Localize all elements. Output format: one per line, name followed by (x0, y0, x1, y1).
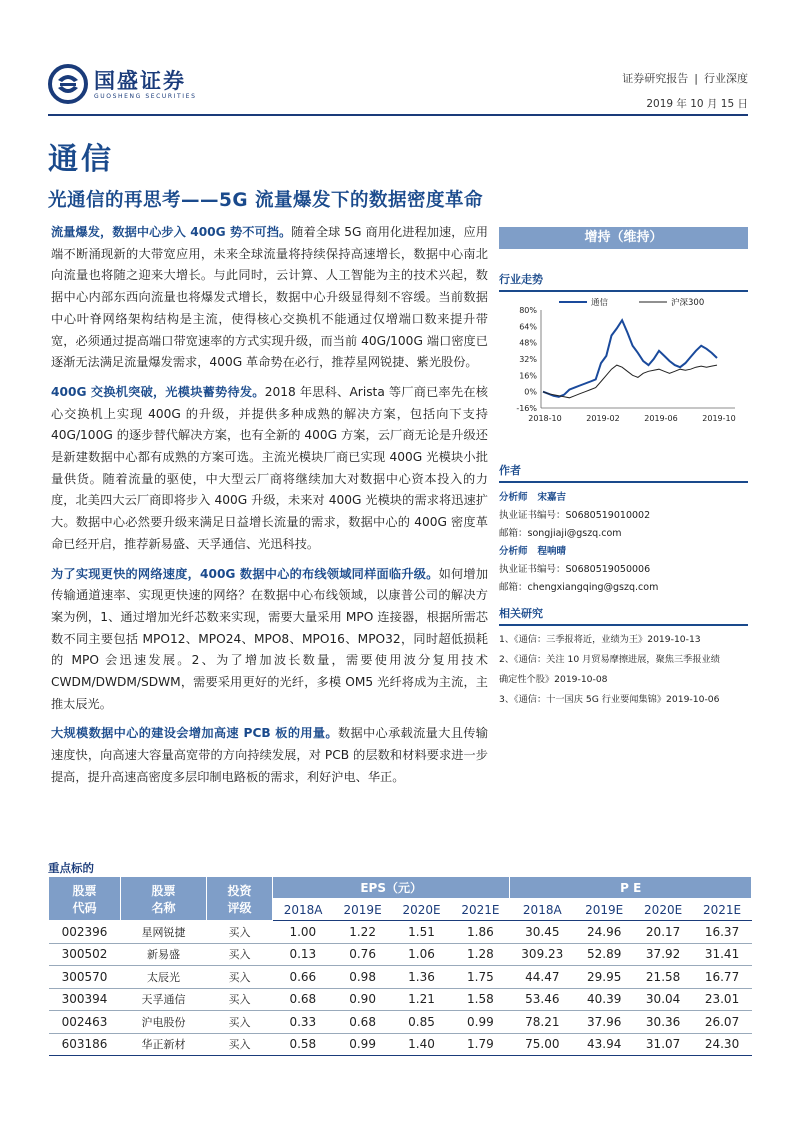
related-section-title: 相关研究 (499, 605, 748, 626)
analyst-role: 分析师 (499, 492, 528, 503)
related-item[interactable]: 1、《通信：三季报将近，业绩为王》2019-10-13 (499, 634, 701, 645)
cert-label: 执业证书编号： (499, 564, 566, 575)
report-body (51, 222, 488, 797)
cell-name: 新易盛 (121, 943, 207, 966)
cell-rating: 买入 (207, 1011, 273, 1034)
legend-label: 沪深300 (671, 298, 705, 308)
cell-code: 300394 (49, 988, 121, 1011)
analyst-mail (499, 525, 748, 543)
col-pe: P E (510, 877, 752, 899)
cell-eps: 0.99 (333, 1033, 392, 1056)
cell-pe: 37.92 (634, 943, 693, 966)
cell-name: 沪电股份 (121, 1011, 207, 1034)
col-eps: EPS（元） (273, 877, 510, 899)
mail-link[interactable]: chengxiangqing@gszq.com (527, 582, 659, 593)
cert-value: S0680519050006 (565, 564, 651, 575)
eps-year: 2019E (333, 899, 392, 921)
legend-label: 通信 (591, 298, 609, 308)
rating-badge: 增持（维持） (499, 227, 748, 249)
paragraph-text: 数据中心承载流量大且传输速度快，向高速大容量高宽带的方向持续发展，对 PCB 的层数和材料要求进一步提高，提升高速高密度多层印制电路板的需求，利好沪电、华正。 (51, 726, 488, 784)
analyst-role: 分析师 (499, 546, 528, 557)
analyst-name: 程响晴 (537, 546, 567, 557)
cell-eps: 1.06 (392, 943, 451, 966)
analyst-list (499, 489, 748, 597)
key-stocks-table (48, 876, 752, 1056)
analyst-name-row (499, 489, 748, 507)
y-tick-label: -16% (516, 404, 537, 413)
x-tick-label: 2019-02 (586, 414, 620, 423)
trend-chart-svg (499, 298, 748, 428)
body-paragraph (51, 382, 488, 556)
report-type: 证券研究报告 (622, 72, 689, 85)
y-tick-label: 48% (519, 338, 537, 348)
sidebar (499, 227, 748, 710)
cell-eps: 0.99 (451, 1011, 510, 1034)
cell-eps: 1.28 (451, 943, 510, 966)
cell-rating: 买入 (207, 988, 273, 1011)
guosheng-logo-icon (48, 64, 88, 104)
analyst-name-row (499, 543, 748, 561)
table-row (49, 966, 752, 989)
related-item[interactable]: 2、《通信：关注 10 月贸易摩擦进展，聚焦三季报业绩 (499, 654, 720, 665)
paragraph-text: 2018 年思科、Arista 等厂商已率先在核心交换机上实现 400G 的升级，并提供多种成熟的解决方案，包括向下支持 40G/100G 的逐步替代解决方案，也有全新的 400G 方案，云厂商无论是升级还是新建数据中心都有成熟的方案可选。主流光模块厂商已实现 400G 光模块小批量供货。随着流量的驱使，中大型云厂商将继续加大对数据中心资本投入的力度，北美四大云厂商即将步入 400G 升级，未来对 400G 光模块的需求将迅速扩大。数据中心必然要升级来满足日益增长流量的需求，数据中心的 400G 密度革命已经开启，推荐新易盛、天孚通信、光迅科技。 (51, 384, 488, 551)
cell-pe: 24.30 (693, 1033, 752, 1056)
header-separator: | (694, 72, 698, 85)
analyst-cert (499, 561, 748, 579)
table-row (49, 1011, 752, 1034)
paragraph-lead: 流量爆发，数据中心步入 400G 势不可挡。 (51, 225, 292, 239)
y-tick-label: 16% (519, 371, 537, 381)
cell-pe: 75.00 (510, 1033, 575, 1056)
company-logo (48, 64, 196, 104)
cell-pe: 31.07 (634, 1033, 693, 1056)
table-row (49, 921, 752, 944)
y-tick-label: 80% (519, 306, 537, 315)
pe-year: 2020E (634, 899, 693, 921)
cell-eps: 0.98 (333, 966, 392, 989)
cell-rating: 买入 (207, 943, 273, 966)
cell-pe: 37.96 (575, 1011, 634, 1034)
cell-pe: 21.58 (634, 966, 693, 989)
x-tick-label: 2018-10 (528, 414, 562, 423)
cell-eps: 1.58 (451, 988, 510, 1011)
analyst-mail (499, 579, 748, 597)
eps-year: 2021E (451, 899, 510, 921)
cell-eps: 0.33 (273, 1011, 334, 1034)
cell-eps: 0.58 (273, 1033, 334, 1056)
paragraph-text: 如何增加传输通道速率、实现更快速的网络？在数据中心布线领域，以康普公司的解决方案为例，1、通过增加光纤芯数来实现，需要大量采用 MPO 连接器，根据所需芯数不同主要包括 MPO12、MPO24、MPO8、MPO16、MPO32，同时超低损耗的 MPO 会迅速发展。2、为了增加波长数量，需要使用波分复用技术 CWDM/DWDM/SDWM，需要采用更好的光纤，多模 OM5 光纤将成为主流，主推太辰光。 (51, 566, 489, 711)
logo-name-cn: 国盛证券 (94, 68, 186, 93)
pe-year: 2021E (693, 899, 752, 921)
cell-pe: 44.47 (510, 966, 575, 989)
analyst-cert (499, 507, 748, 525)
mail-label: 邮箱： (499, 582, 528, 593)
cell-pe: 78.21 (510, 1011, 575, 1034)
cell-eps: 0.13 (273, 943, 334, 966)
body-paragraph (51, 564, 488, 716)
y-tick-label: 32% (519, 355, 537, 364)
cell-eps: 0.90 (333, 988, 392, 1011)
cell-pe: 53.46 (510, 988, 575, 1011)
cert-value: S0680519010002 (565, 510, 651, 521)
table-row (49, 1033, 752, 1056)
report-date: 2019 年 10 月 15 日 (646, 98, 748, 110)
page-header (48, 58, 748, 108)
cell-code: 603186 (49, 1033, 121, 1056)
eps-year: 2018A (273, 899, 334, 921)
paragraph-lead: 大规模数据中心的建设会增加高速 PCB 板的用量。 (51, 726, 338, 741)
body-paragraph (51, 723, 488, 788)
key-stocks-title: 重点标的 (48, 861, 94, 875)
cell-pe: 30.36 (634, 1011, 693, 1034)
cell-code: 300570 (49, 966, 121, 989)
report-depth: 行业深度 (704, 72, 748, 85)
body-paragraph (51, 222, 488, 374)
cell-rating: 买入 (207, 1033, 273, 1056)
related-item[interactable]: 3、《通信：十一国庆 5G 行业要闻集锦》2019-10-06 (499, 694, 720, 705)
cell-name: 星网锐捷 (121, 921, 207, 944)
x-tick-label: 2019-10 (702, 414, 736, 423)
cell-eps: 1.21 (392, 988, 451, 1011)
cell-pe: 52.89 (575, 943, 634, 966)
series-line-hs300 (543, 365, 717, 398)
cell-eps: 1.22 (333, 921, 392, 944)
cell-pe: 40.39 (575, 988, 634, 1011)
series-line-tongxin (543, 320, 717, 397)
cell-pe: 29.95 (575, 966, 634, 989)
cell-eps: 1.79 (451, 1033, 510, 1056)
cell-eps: 0.76 (333, 943, 392, 966)
y-tick-label: 64% (519, 322, 537, 332)
analyst-name: 宋嘉吉 (537, 492, 567, 503)
trend-chart (499, 298, 748, 428)
cell-eps: 1.86 (451, 921, 510, 944)
logo-name-en: GUOSHENG SECURITIES (94, 92, 197, 100)
cell-pe: 31.41 (693, 943, 752, 966)
paragraph-lead: 400G 交换机突破，光模块蓄势待发。 (51, 384, 265, 399)
pe-year: 2019E (575, 899, 634, 921)
cell-pe: 16.77 (693, 966, 752, 989)
cell-code: 300502 (49, 943, 121, 966)
pe-year: 2018A (510, 899, 575, 921)
report-title: 光通信的再思考——5G 流量爆发下的数据密度革命 (48, 190, 483, 211)
col-rating: 投资 评级 (207, 877, 273, 921)
cell-rating: 买入 (207, 921, 273, 944)
related-item-cont[interactable]: 确定性个股》2019-10-08 (499, 674, 608, 685)
cell-eps: 0.68 (273, 988, 334, 1011)
cell-eps: 1.40 (392, 1033, 451, 1056)
col-code: 股票 代码 (49, 877, 121, 921)
cell-pe: 24.96 (575, 921, 634, 944)
cell-code: 002463 (49, 1011, 121, 1034)
header-divider (48, 114, 748, 116)
cell-pe: 43.94 (575, 1033, 634, 1056)
x-tick-label: 2019-06 (644, 414, 678, 423)
cell-pe: 309.23 (510, 943, 575, 966)
y-tick-label: 0% (524, 387, 537, 397)
cell-rating: 买入 (207, 966, 273, 989)
related-list (499, 630, 748, 710)
cell-eps: 0.68 (333, 1011, 392, 1034)
mail-link[interactable]: songjiaji@gszq.com (527, 528, 622, 539)
cell-name: 太辰光 (121, 966, 207, 989)
cell-name: 华正新材 (121, 1033, 207, 1056)
cell-eps: 1.00 (273, 921, 334, 944)
cell-pe: 30.04 (634, 988, 693, 1011)
cell-pe: 30.45 (510, 921, 575, 944)
cell-pe: 23.01 (693, 988, 752, 1011)
table-row (49, 943, 752, 966)
trend-section-title: 行业走势 (499, 271, 748, 292)
col-name: 股票 名称 (121, 877, 207, 921)
authors-section-title: 作者 (499, 462, 748, 483)
cell-eps: 1.36 (392, 966, 451, 989)
cell-eps: 0.66 (273, 966, 334, 989)
mail-label: 邮箱： (499, 528, 528, 539)
paragraph-text: 随着全球 5G 商用化进程加速，应用端不断涌现新的大带宽应用，未来全球流量将持续保持高速增长，数据中心南北向流量也将随之迎来大增长。与此同时，云计算、人工智能为主的技术兴起，数据中心内部东西向流量也将爆发式增长，数据中心升级显得刻不容缓。当前数据中心叶脊网络架构结构是主流，使得核心交换机不能通过仅增端口数来提升带宽，必须通过提高端口带宽速率的方式实现升级，而当前 40G/100G 端口密度已逐渐无法满足流量爆发需求，400G 革命势在必行，推荐星网锐捷、紫光股份。 (51, 225, 488, 370)
table-row (49, 988, 752, 1011)
eps-year: 2020E (392, 899, 451, 921)
cell-pe: 16.37 (693, 921, 752, 944)
cell-eps: 1.51 (392, 921, 451, 944)
cell-eps: 0.85 (392, 1011, 451, 1034)
cell-eps: 1.75 (451, 966, 510, 989)
paragraph-lead: 为了实现更快的网络速度，400G 数据中心的布线领域同样面临升级。 (51, 566, 439, 581)
cell-pe: 20.17 (634, 921, 693, 944)
industry-name: 通信 (48, 142, 114, 177)
cell-name: 天孚通信 (121, 988, 207, 1011)
cell-code: 002396 (49, 921, 121, 944)
cert-label: 执业证书编号： (499, 510, 566, 521)
cell-pe: 26.07 (693, 1011, 752, 1034)
